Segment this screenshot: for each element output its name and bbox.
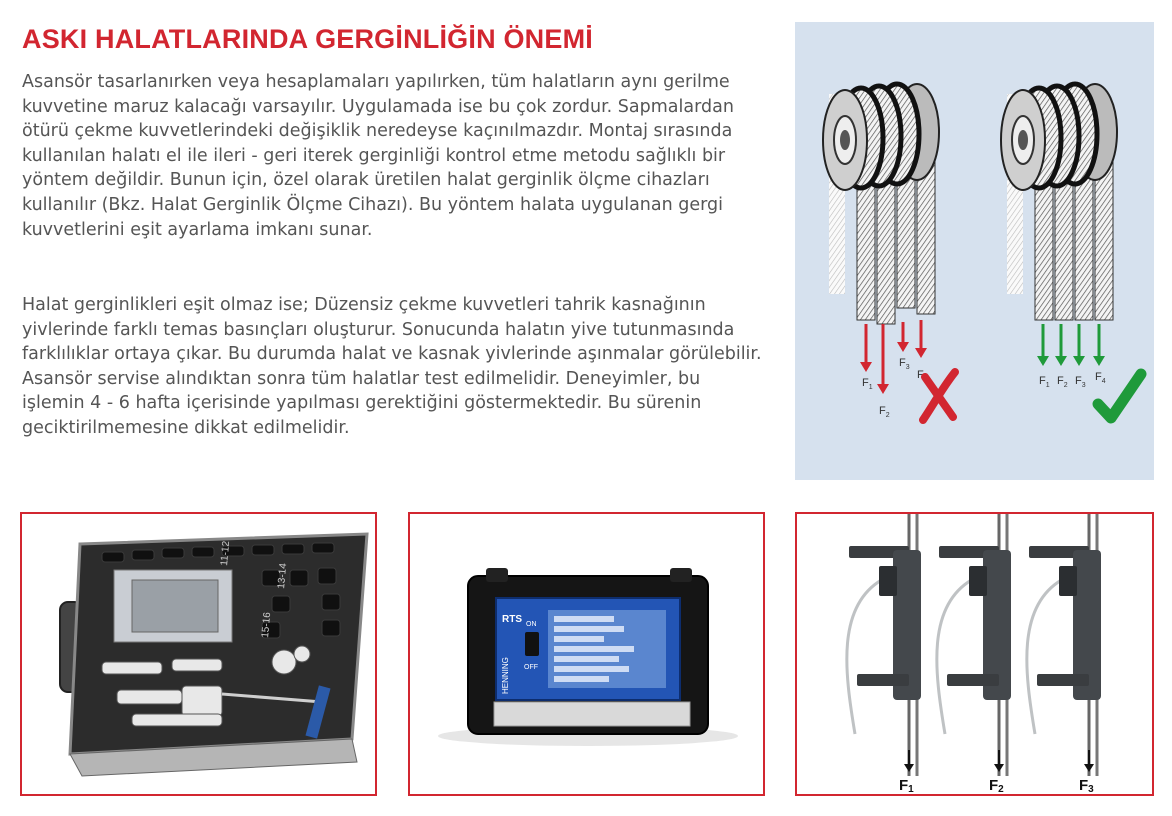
force-arrow-f3 [1073,324,1085,366]
sensor-label-1: F1 [899,777,914,794]
cross-icon [923,372,955,420]
force-label-f1: $F_1$ [862,377,873,391]
force-arrow-f2 [877,324,889,394]
force-arrow-f4 [915,320,927,358]
sheave-illustration [795,22,1154,480]
sheave-unequal [823,84,939,324]
rope-tension-diagram [795,22,1154,480]
force-label-f3: $F_3$ [1075,375,1086,389]
case-label-15-16: 15-16 [260,611,274,639]
device-model-label: RTS [502,614,522,625]
tool-case-photo [20,512,377,796]
page-title: ASKI HALATLARINDA GERGİNLİĞİN ÖNEMİ [22,24,593,54]
switch-on-label: ON [526,621,537,628]
force-arrow-f1 [1037,324,1049,366]
sensor-label-2: F2 [989,777,1004,794]
sheave-equal [1001,84,1117,320]
case-label-13-14: 13-14 [276,562,290,590]
force-label-f3: $F_3$ [899,357,910,371]
unequal-force-arrows [860,320,928,419]
measuring-device-photo [408,512,765,796]
switch-off-label: OFF [524,664,538,671]
rope-sensors-photo [795,512,1154,796]
force-arrow-f1 [860,324,872,372]
device-brand-label: HENNING [501,657,510,694]
sensor-label-3: F3 [1079,777,1094,794]
force-label-f4: $F_4$ [917,369,928,383]
force-label-f4: $F_4$ [1095,371,1106,385]
intro-paragraph: Asansör tasarlanırken veya hesaplamaları yapılırken, tüm halatların aynı gerilme kuvvetine maruz kalacağı varsayılır. Uygulamada ise bu çok zordur. Sapmalardan ötürü çekme kuvvetlerindeki değişiklik neredeyse kaçınılmazdır. Montaj sırasında kullanılan halatı el ile ileri - geri iterek gerginliği kontrol etme metodu sağlıklı bir yöntem değildir. Bunun için, özel olarak üretilen halat gerginlik ölçme cihazları kullanılır (Bkz. Halat Gerginlik Ölçme Cihazı). Bu yöntem halata uygulanan gergi kuvvetlerini eşit ayarlama imkanı sunar. [22,72,734,240]
force-arrow-f2 [1055,324,1067,366]
case-label-11-12: 11-12 [219,540,233,567]
equal-force-arrows [1037,324,1106,389]
force-label-f2: $F_2$ [879,405,890,419]
force-label-f1: $F_1$ [1039,375,1050,389]
force-label-f2: $F_2$ [1057,375,1068,389]
force-arrow-f3 [897,322,909,352]
power-switch[interactable] [525,632,539,656]
consequence-paragraph: Halat gerginlikleri eşit olmaz ise; Düzensiz çekme kuvvetleri tahrik kasnağının yivlerinde farklı temas basınçları oluşturur. Sonucunda halatın yive tutunmasında farklılıklar ortaya çıkar. Bu durumda halat ve kasnak yivlerinde aşınmalar görülebilir. Asansör servise alındıktan sonra tüm halatlar test edilmelidir. Deneyimler, bu işlemin 4 - 6 hafta içerisinde yapılması gerektiğini göstermektedir. Bu sürenin geciktirilmemesine dikkat edilmelidir. [22,295,762,438]
force-arrow-f4 [1093,324,1105,366]
